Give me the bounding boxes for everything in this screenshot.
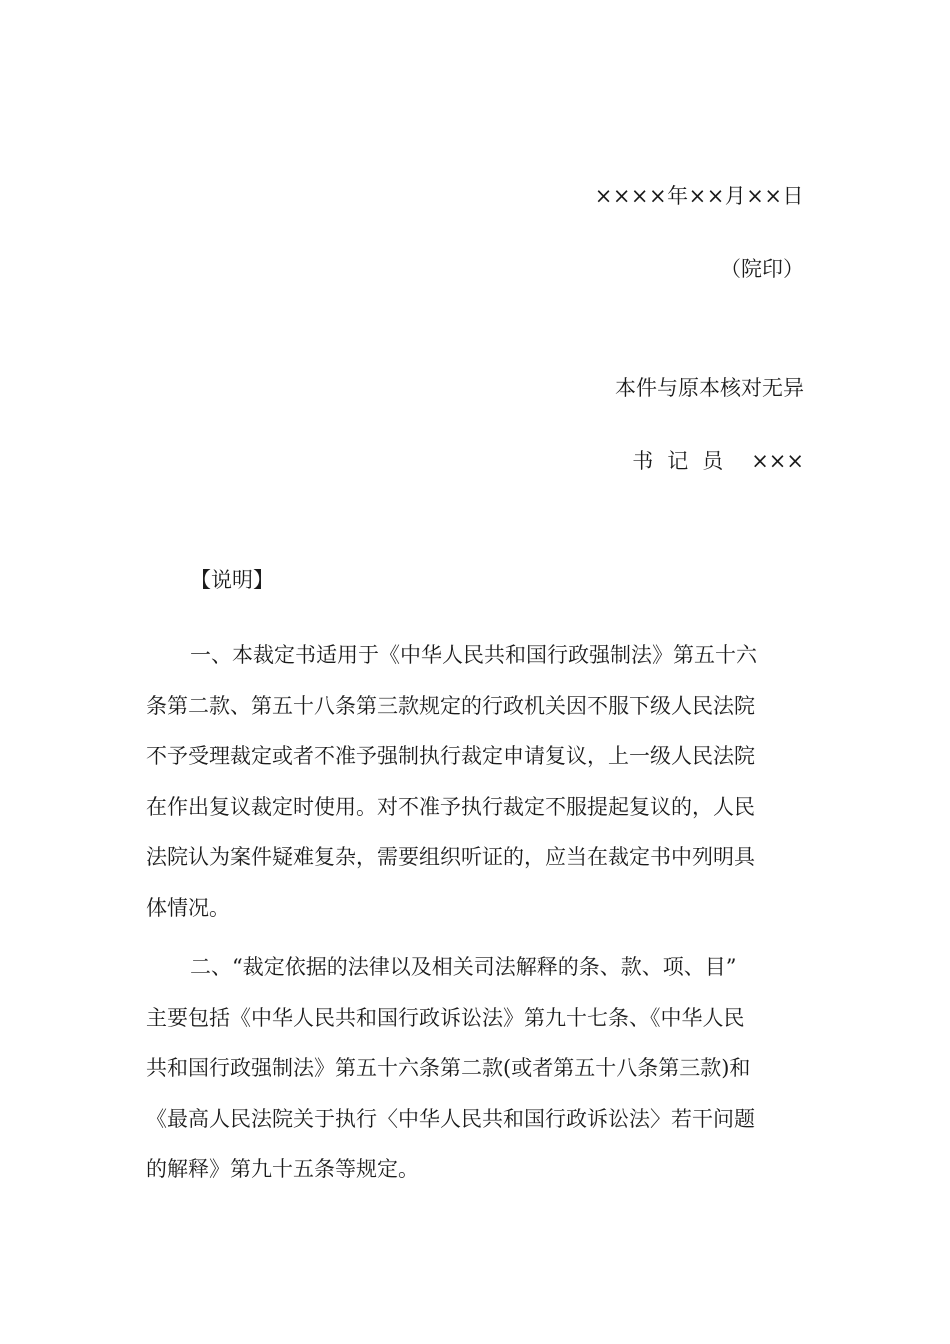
paragraph-line: 共和国行政强制法》第五十六条第二款(或者第五十八条第三款)和 [146, 1056, 751, 1080]
paragraph-line: 《最高人民法院关于执行〈中华人民共和国行政诉讼法〉若干问题 [146, 1106, 755, 1131]
note-paragraph-1 [146, 630, 806, 933]
paragraph-line: 二、“裁定依据的法律以及相关司法解释的条、款、项、目” [190, 955, 737, 979]
note-heading: 【说明】 [190, 568, 274, 592]
date-line: ××××年××月××日 [594, 184, 804, 208]
paragraph-line: 一、本裁定书适用于《中华人民共和国行政强制法》第五十六 [190, 643, 757, 667]
paragraph-line: 在作出复议裁定时使用。对不准予执行裁定不服提起复议的，人民 [146, 794, 755, 819]
paragraph-line: 主要包括《中华人民共和国行政诉讼法》第九十七条、《中华人民 [146, 1005, 745, 1030]
paragraph-line: 条第二款、第五十八条第三款规定的行政机关因不服下级人民法院 [146, 693, 755, 718]
paragraph-line: 法院认为案件疑难复杂，需要组织听证的，应当在裁定书中列明具 [146, 845, 755, 869]
paragraph-line: 不予受理裁定或者不准予强制执行裁定申请复议，上一级人民法院 [146, 744, 755, 768]
note-paragraph-2 [146, 942, 806, 1195]
clerk-title-char: 书 [632, 449, 654, 473]
clerk-title-char: 记 [667, 449, 689, 473]
paragraph-line: 的解释》第九十五条等规定。 [146, 1157, 419, 1181]
clerk-name: ××× [751, 449, 804, 473]
court-seal-text: （院印） [720, 257, 804, 281]
clerk-signature-line [632, 451, 804, 472]
paragraph-line: 体情况。 [146, 895, 230, 920]
clerk-title-char: 员 [702, 449, 724, 473]
verification-statement: 本件与原本核对无异 [615, 376, 804, 400]
